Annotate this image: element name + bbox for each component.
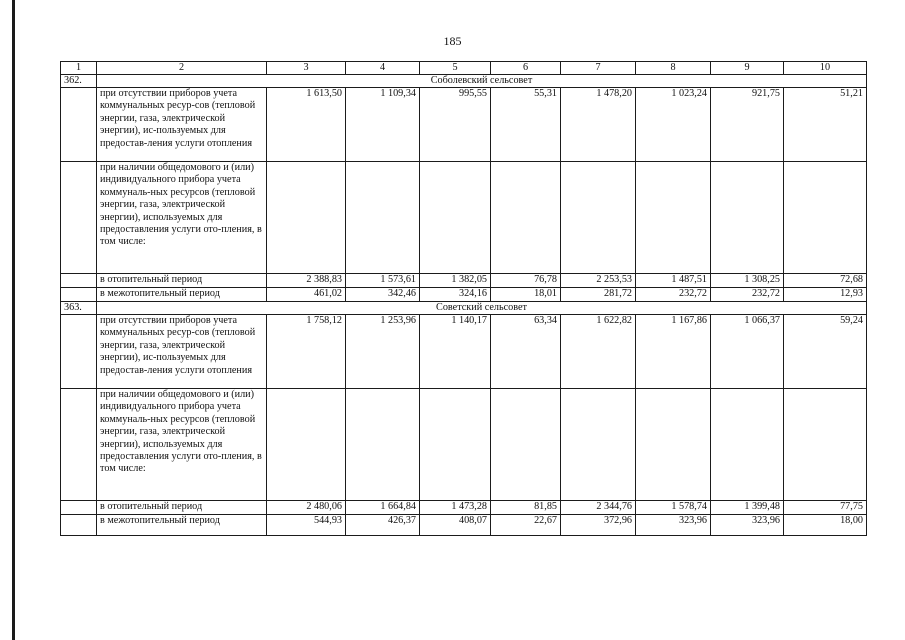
value-cell: 59,24: [784, 315, 867, 389]
table-row: [61, 501, 867, 515]
table-row: [61, 162, 867, 274]
value-cell: [267, 162, 346, 274]
section-number: 362.: [61, 75, 97, 88]
value-cell: 1 578,74: [636, 501, 711, 515]
value-cell: 1 758,12: [267, 315, 346, 389]
value-cell: 461,02: [267, 288, 346, 302]
value-cell: 426,37: [346, 515, 420, 536]
table-row: [61, 274, 867, 288]
column-header: 2: [97, 62, 267, 75]
table-row: [61, 88, 867, 162]
page-number: 185: [443, 34, 462, 48]
value-cell: [267, 389, 346, 501]
value-cell: 1 253,96: [346, 315, 420, 389]
value-cell: 1 399,48: [711, 501, 784, 515]
column-header: 5: [420, 62, 491, 75]
empty-cell: [61, 88, 97, 162]
section-name: Соболевский сельсовет: [97, 75, 867, 88]
value-cell: [711, 389, 784, 501]
value-cell: [636, 162, 711, 274]
value-cell: 2 388,83: [267, 274, 346, 288]
column-header: 9: [711, 62, 784, 75]
section-header-row: [61, 302, 867, 315]
value-cell: 1 613,50: [267, 88, 346, 162]
value-cell: 232,72: [636, 288, 711, 302]
value-cell: 408,07: [420, 515, 491, 536]
value-cell: 1 478,20: [561, 88, 636, 162]
value-cell: 1 167,86: [636, 315, 711, 389]
value-cell: 1 140,17: [420, 315, 491, 389]
value-cell: 324,16: [420, 288, 491, 302]
row-description: при отсутствии приборов учета коммунальных ресур-сов (тепловой энергии, газа, электрической энергии), ис-пользуемых для предостав-ления услуги отопления: [97, 88, 267, 162]
value-cell: [491, 389, 561, 501]
empty-cell: [61, 288, 97, 302]
value-cell: 1 023,24: [636, 88, 711, 162]
value-cell: 2 480,06: [267, 501, 346, 515]
value-cell: [420, 389, 491, 501]
row-description: в отопительный период: [97, 274, 267, 288]
value-cell: 921,75: [711, 88, 784, 162]
row-description: в межотопительный период: [97, 515, 267, 536]
value-cell: [784, 389, 867, 501]
empty-cell: [61, 315, 97, 389]
value-cell: 77,75: [784, 501, 867, 515]
value-cell: 1 382,05: [420, 274, 491, 288]
value-cell: 22,67: [491, 515, 561, 536]
row-description: при наличии общедомового и (или) индивидуального прибора учета коммуналь-ных ресурсов (тепловой энергии, газа, электрической энергии), используемых для предоставления услуги ото-пления, в том числе:: [97, 162, 267, 274]
section-name: Советский сельсовет: [97, 302, 867, 315]
column-header: 4: [346, 62, 420, 75]
value-cell: 1 308,25: [711, 274, 784, 288]
column-number-row: [61, 62, 867, 75]
column-header: 6: [491, 62, 561, 75]
value-cell: 323,96: [636, 515, 711, 536]
value-cell: 18,00: [784, 515, 867, 536]
row-description: при отсутствии приборов учета коммунальных ресур-сов (тепловой энергии, газа, электрической энергии), ис-пользуемых для предостав-ления услуги отопления: [97, 315, 267, 389]
section-header-row: [61, 75, 867, 88]
value-cell: 281,72: [561, 288, 636, 302]
scan-edge-line: [12, 0, 15, 640]
value-cell: 12,93: [784, 288, 867, 302]
value-cell: 18,01: [491, 288, 561, 302]
column-header: 7: [561, 62, 636, 75]
value-cell: [561, 162, 636, 274]
empty-cell: [61, 501, 97, 515]
value-cell: 1 066,37: [711, 315, 784, 389]
empty-cell: [61, 389, 97, 501]
table-row: [61, 288, 867, 302]
value-cell: [346, 162, 420, 274]
table-row: [61, 389, 867, 501]
value-cell: [711, 162, 784, 274]
value-cell: 1 664,84: [346, 501, 420, 515]
value-cell: 342,46: [346, 288, 420, 302]
value-cell: 544,93: [267, 515, 346, 536]
value-cell: [784, 162, 867, 274]
value-cell: [636, 389, 711, 501]
value-cell: 372,96: [561, 515, 636, 536]
value-cell: 2 344,76: [561, 501, 636, 515]
table-row: [61, 315, 867, 389]
value-cell: 1 487,51: [636, 274, 711, 288]
tariff-table: [60, 61, 867, 536]
row-description: в межотопительный период: [97, 288, 267, 302]
column-header: 3: [267, 62, 346, 75]
empty-cell: [61, 162, 97, 274]
value-cell: [491, 162, 561, 274]
value-cell: 232,72: [711, 288, 784, 302]
row-description: в отопительный период: [97, 501, 267, 515]
value-cell: [561, 389, 636, 501]
value-cell: 63,34: [491, 315, 561, 389]
value-cell: 81,85: [491, 501, 561, 515]
value-cell: 55,31: [491, 88, 561, 162]
value-cell: 1 573,61: [346, 274, 420, 288]
column-header: 1: [61, 62, 97, 75]
empty-cell: [61, 515, 97, 536]
column-header: 10: [784, 62, 867, 75]
value-cell: 1 109,34: [346, 88, 420, 162]
section-number: 363.: [61, 302, 97, 315]
value-cell: 51,21: [784, 88, 867, 162]
value-cell: [420, 162, 491, 274]
empty-cell: [61, 274, 97, 288]
value-cell: 72,68: [784, 274, 867, 288]
value-cell: 323,96: [711, 515, 784, 536]
column-header: 8: [636, 62, 711, 75]
value-cell: 76,78: [491, 274, 561, 288]
value-cell: 1 622,82: [561, 315, 636, 389]
row-description: при наличии общедомового и (или) индивидуального прибора учета коммуналь-ных ресурсов (тепловой энергии, газа, электрической энергии), используемых для предоставления услуги ото-пления, в том числе:: [97, 389, 267, 501]
value-cell: 1 473,28: [420, 501, 491, 515]
value-cell: 995,55: [420, 88, 491, 162]
value-cell: [346, 389, 420, 501]
value-cell: 2 253,53: [561, 274, 636, 288]
table-row: [61, 515, 867, 536]
